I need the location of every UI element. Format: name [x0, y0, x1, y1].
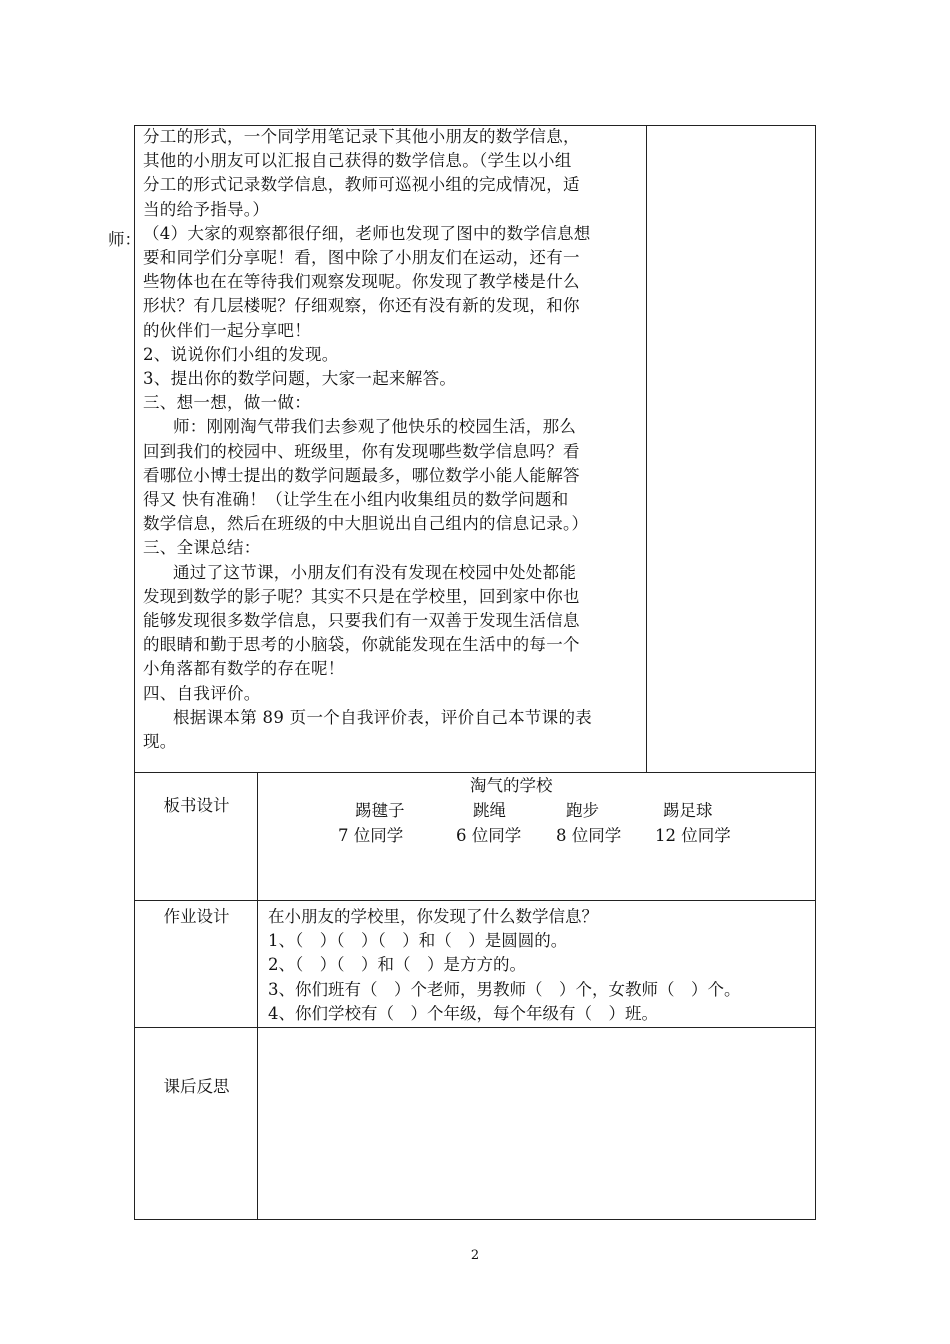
lesson-line: 分工的形式，一个同学用笔记录下其他小朋友的数学信息， [143, 127, 580, 146]
board-count-4: 12 位同学 [655, 826, 731, 845]
lesson-line: 要和同学们分享呢！看，图中除了小朋友们在运动，还有一 [143, 248, 580, 268]
homework-line: 1、（ ）（ ）（ ）和（ ）是圆圆的。 [268, 931, 568, 951]
teacher-side-label: 师： [108, 230, 141, 249]
board-activity-1: 踢毽子 [355, 801, 405, 820]
label-column-divider [257, 772, 258, 1220]
lesson-line: （4）大家的观察都很仔细，老师也发现了图中的数学信息想 [143, 223, 591, 243]
board-title: 淘气的学校 [470, 776, 553, 795]
lesson-line: 分工的形式记录数学信息，教师可巡视小组的完成情况，适 [143, 175, 580, 195]
homework-line: 2、（ ）（ ）和（ ）是方方的。 [268, 955, 526, 975]
homework-label: 作业设计 [163, 907, 230, 926]
table-border-left [134, 125, 135, 1220]
lesson-line: 师：刚刚淘气带我们去参观了他快乐的校园生活，那么 [173, 417, 577, 437]
lesson-line: 回到我们的校园中、班级里，你有发现哪些数学信息吗？看 [143, 441, 580, 461]
lesson-line: 三、全课总结： [143, 538, 261, 558]
lesson-line: 些物体也在在等待我们观察发现呢。你发现了教学楼是什么 [143, 272, 580, 292]
lesson-line: 小角落都有数学的存在呢！ [143, 659, 345, 679]
lesson-line: 其他的小朋友可以汇报自己获得的数学信息。（学生以小组 [143, 151, 572, 171]
page-number: 2 [470, 1248, 480, 1263]
reflection-label: 课后反思 [163, 1077, 230, 1096]
row-divider-board [134, 772, 816, 773]
lesson-line: 根据课本第 89 页一个自我评价表，评价自己本节课的表 [173, 707, 593, 727]
board-count-1: 7 位同学 [338, 826, 404, 845]
homework-line: 在小朋友的学校里，你发现了什么数学信息？ [268, 907, 598, 926]
lesson-body-text [143, 125, 643, 754]
board-design-label: 板书设计 [163, 796, 230, 815]
lesson-line: 通过了这节课，小朋友们有没有发现在校园中处处都能 [173, 562, 577, 582]
lesson-line: 三、想一想，做一做： [143, 393, 311, 413]
board-activity-2: 跳绳 [473, 801, 506, 820]
board-count-3: 8 位同学 [556, 826, 622, 845]
lesson-line: 2、说说你们小组的发现。 [143, 344, 339, 364]
lesson-line: 看哪位小博士提出的数学问题最多，哪位数学小能人能解答 [143, 465, 580, 485]
homework-line: 3、你们班有（ ）个老师，男教师（ ）个，女教师（ ）个。 [268, 979, 741, 999]
lesson-line: 发现到数学的影子呢？其实不只是在学校里，回到家中你也 [143, 586, 580, 606]
table-border-right [815, 125, 816, 1220]
board-activity-3: 跑步 [566, 801, 599, 820]
lesson-line: 的眼睛和勤于思考的小脑袋，你就能发现在生活中的每一个 [143, 635, 580, 655]
lesson-line: 数学信息，然后在班级的中大胆说出自己组内的信息记录。） [143, 514, 589, 534]
homework-body-text [268, 905, 813, 1026]
lesson-line: 现。 [143, 732, 177, 752]
lesson-line: 当的给予指导。） [143, 199, 270, 219]
homework-line: 4、你们学校有（ ）个年级，每个年级有（ ）班。 [268, 1003, 658, 1023]
board-count-2: 6 位同学 [456, 826, 522, 845]
board-activity-4: 踢足球 [663, 801, 713, 820]
lesson-line: 四、自我评价。 [143, 683, 261, 703]
lesson-line: 3、提出你的数学问题，大家一起来解答。 [143, 369, 457, 389]
lesson-line: 的伙伴们一起分享吧！ [143, 320, 311, 340]
top-row-column-divider [646, 125, 647, 773]
lesson-line: 形状？有几层楼呢？仔细观察，你还有没有新的发现，和你 [143, 296, 580, 316]
lesson-line: 得又 快有准确！（让学生在小组内收集组员的数学问题和 [143, 490, 569, 510]
table-border-bottom [134, 1219, 816, 1220]
row-divider-homework [134, 900, 816, 901]
row-divider-reflection [134, 1027, 816, 1028]
lesson-line: 能够发现很多数学信息，只要我们有一双善于发现生活信息 [143, 611, 580, 631]
